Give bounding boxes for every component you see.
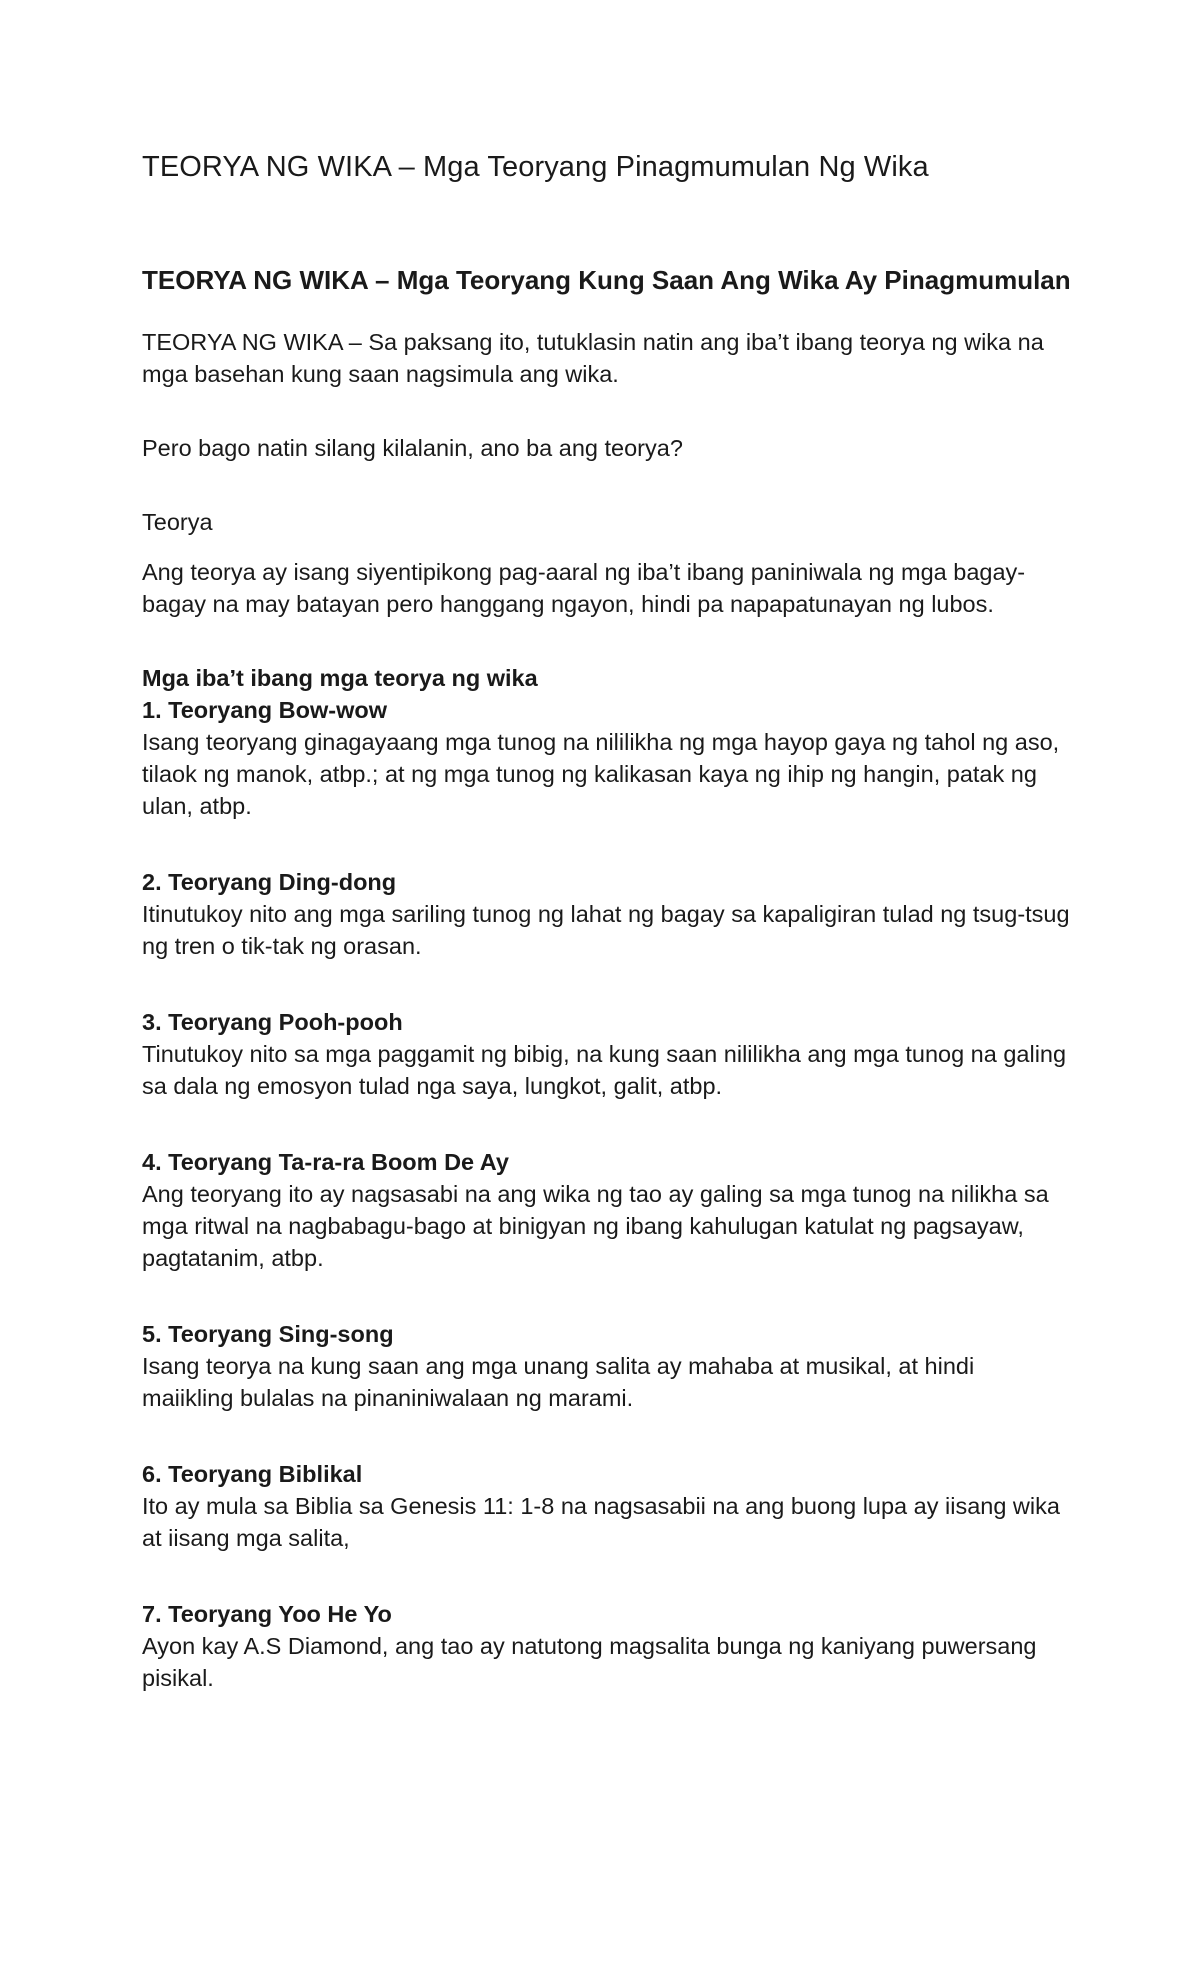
theory-title: 3. Teoryang Pooh-pooh bbox=[142, 1008, 403, 1035]
theory-title: 5. Teoryang Sing-song bbox=[142, 1320, 394, 1347]
theory-description: Ito ay mula sa Biblia sa Genesis 11: 1-8 na nagsasabii na ang buong lupa ay iisang wika at iisang mga salita, bbox=[142, 1492, 1060, 1551]
theory-title: 2. Teoryang Ding-dong bbox=[142, 868, 397, 895]
theory-description: Tinutukoy nito sa mga paggamit ng bibig, na kung saan nililikha ang mga tunog na galing sa dala ng emosyon tulad nga saya, lungkot, galit, atbp. bbox=[142, 1040, 1067, 1099]
theory-description: Itinutukoy nito ang mga sariling tunog ng lahat ng bagay sa kapaligiran tulad ng tsug-tsug ng tren o tik-tak ng orasan. bbox=[142, 900, 1070, 959]
theory-description: Isang teoryang ginagayaang mga tunog na nililikha ng mga hayop gaya ng tahol ng aso, tilaok ng manok, atbp.; at ng mga tunog ng kalikasan kaya ng ihip ng hangin, patak ng ulan, atbp. bbox=[142, 728, 1060, 819]
question-paragraph: Pero bago natin silang kilalanin, ano ba ang teorya? bbox=[142, 434, 683, 461]
theory-item bbox=[142, 1006, 1072, 1102]
theory-description: Isang teorya na kung saan ang mga unang salita ay mahaba at musikal, at hindi maiikling bulalas na pinaniniwalaan ng marami. bbox=[142, 1352, 975, 1411]
definition-paragraph: Ang teorya ay isang siyentipikong pag-aaral ng iba’t ibang paniniwala ng mga bagay-bagay na may batayan pero hanggang ngayon, hindi pa napapatunayan ng lubos. bbox=[142, 558, 1026, 617]
theory-item bbox=[142, 694, 1072, 822]
definition-label: Teorya bbox=[142, 508, 213, 535]
theory-item bbox=[142, 1146, 1072, 1274]
theory-description: Ayon kay A.S Diamond, ang tao ay natutong magsalita bunga ng kaniyang puwersang pisikal. bbox=[142, 1632, 1037, 1691]
theory-item bbox=[142, 866, 1072, 962]
theory-description: Ang teoryang ito ay nagsasabi na ang wika ng tao ay galing sa mga tunog na nilikha sa mga ritwal na nagbabagu-bago at binigyan ng ibang kahulugan katulat ng pagsayaw, pagtatanim, atbp. bbox=[142, 1180, 1049, 1271]
theory-item bbox=[142, 1458, 1072, 1554]
theory-title: 7. Teoryang Yoo He Yo bbox=[142, 1600, 392, 1627]
intro-paragraph: TEORYA NG WIKA – Sa paksang ito, tutuklasin natin ang iba’t ibang teorya ng wika na mga basehan kung saan nagsimula ang wika. bbox=[142, 328, 1044, 387]
theory-item bbox=[142, 1318, 1072, 1414]
document-body bbox=[142, 150, 1072, 1738]
article-heading: TEORYA NG WIKA – Mga Teoryang Kung Saan Ang Wika Ay Pinagmumulan bbox=[142, 264, 1071, 295]
theory-list bbox=[142, 662, 1072, 1694]
theory-title: 1. Teoryang Bow-wow bbox=[142, 696, 388, 723]
theory-title: 6. Teoryang Biblikal bbox=[142, 1460, 363, 1487]
theory-list-heading: Mga iba’t ibang mga teorya ng wika bbox=[142, 664, 538, 691]
page-title: TEORYA NG WIKA – Mga Teoryang Pinagmumulan Ng Wika bbox=[142, 151, 929, 183]
theory-item bbox=[142, 1598, 1072, 1694]
theory-title: 4. Teoryang Ta-ra-ra Boom De Ay bbox=[142, 1148, 509, 1175]
